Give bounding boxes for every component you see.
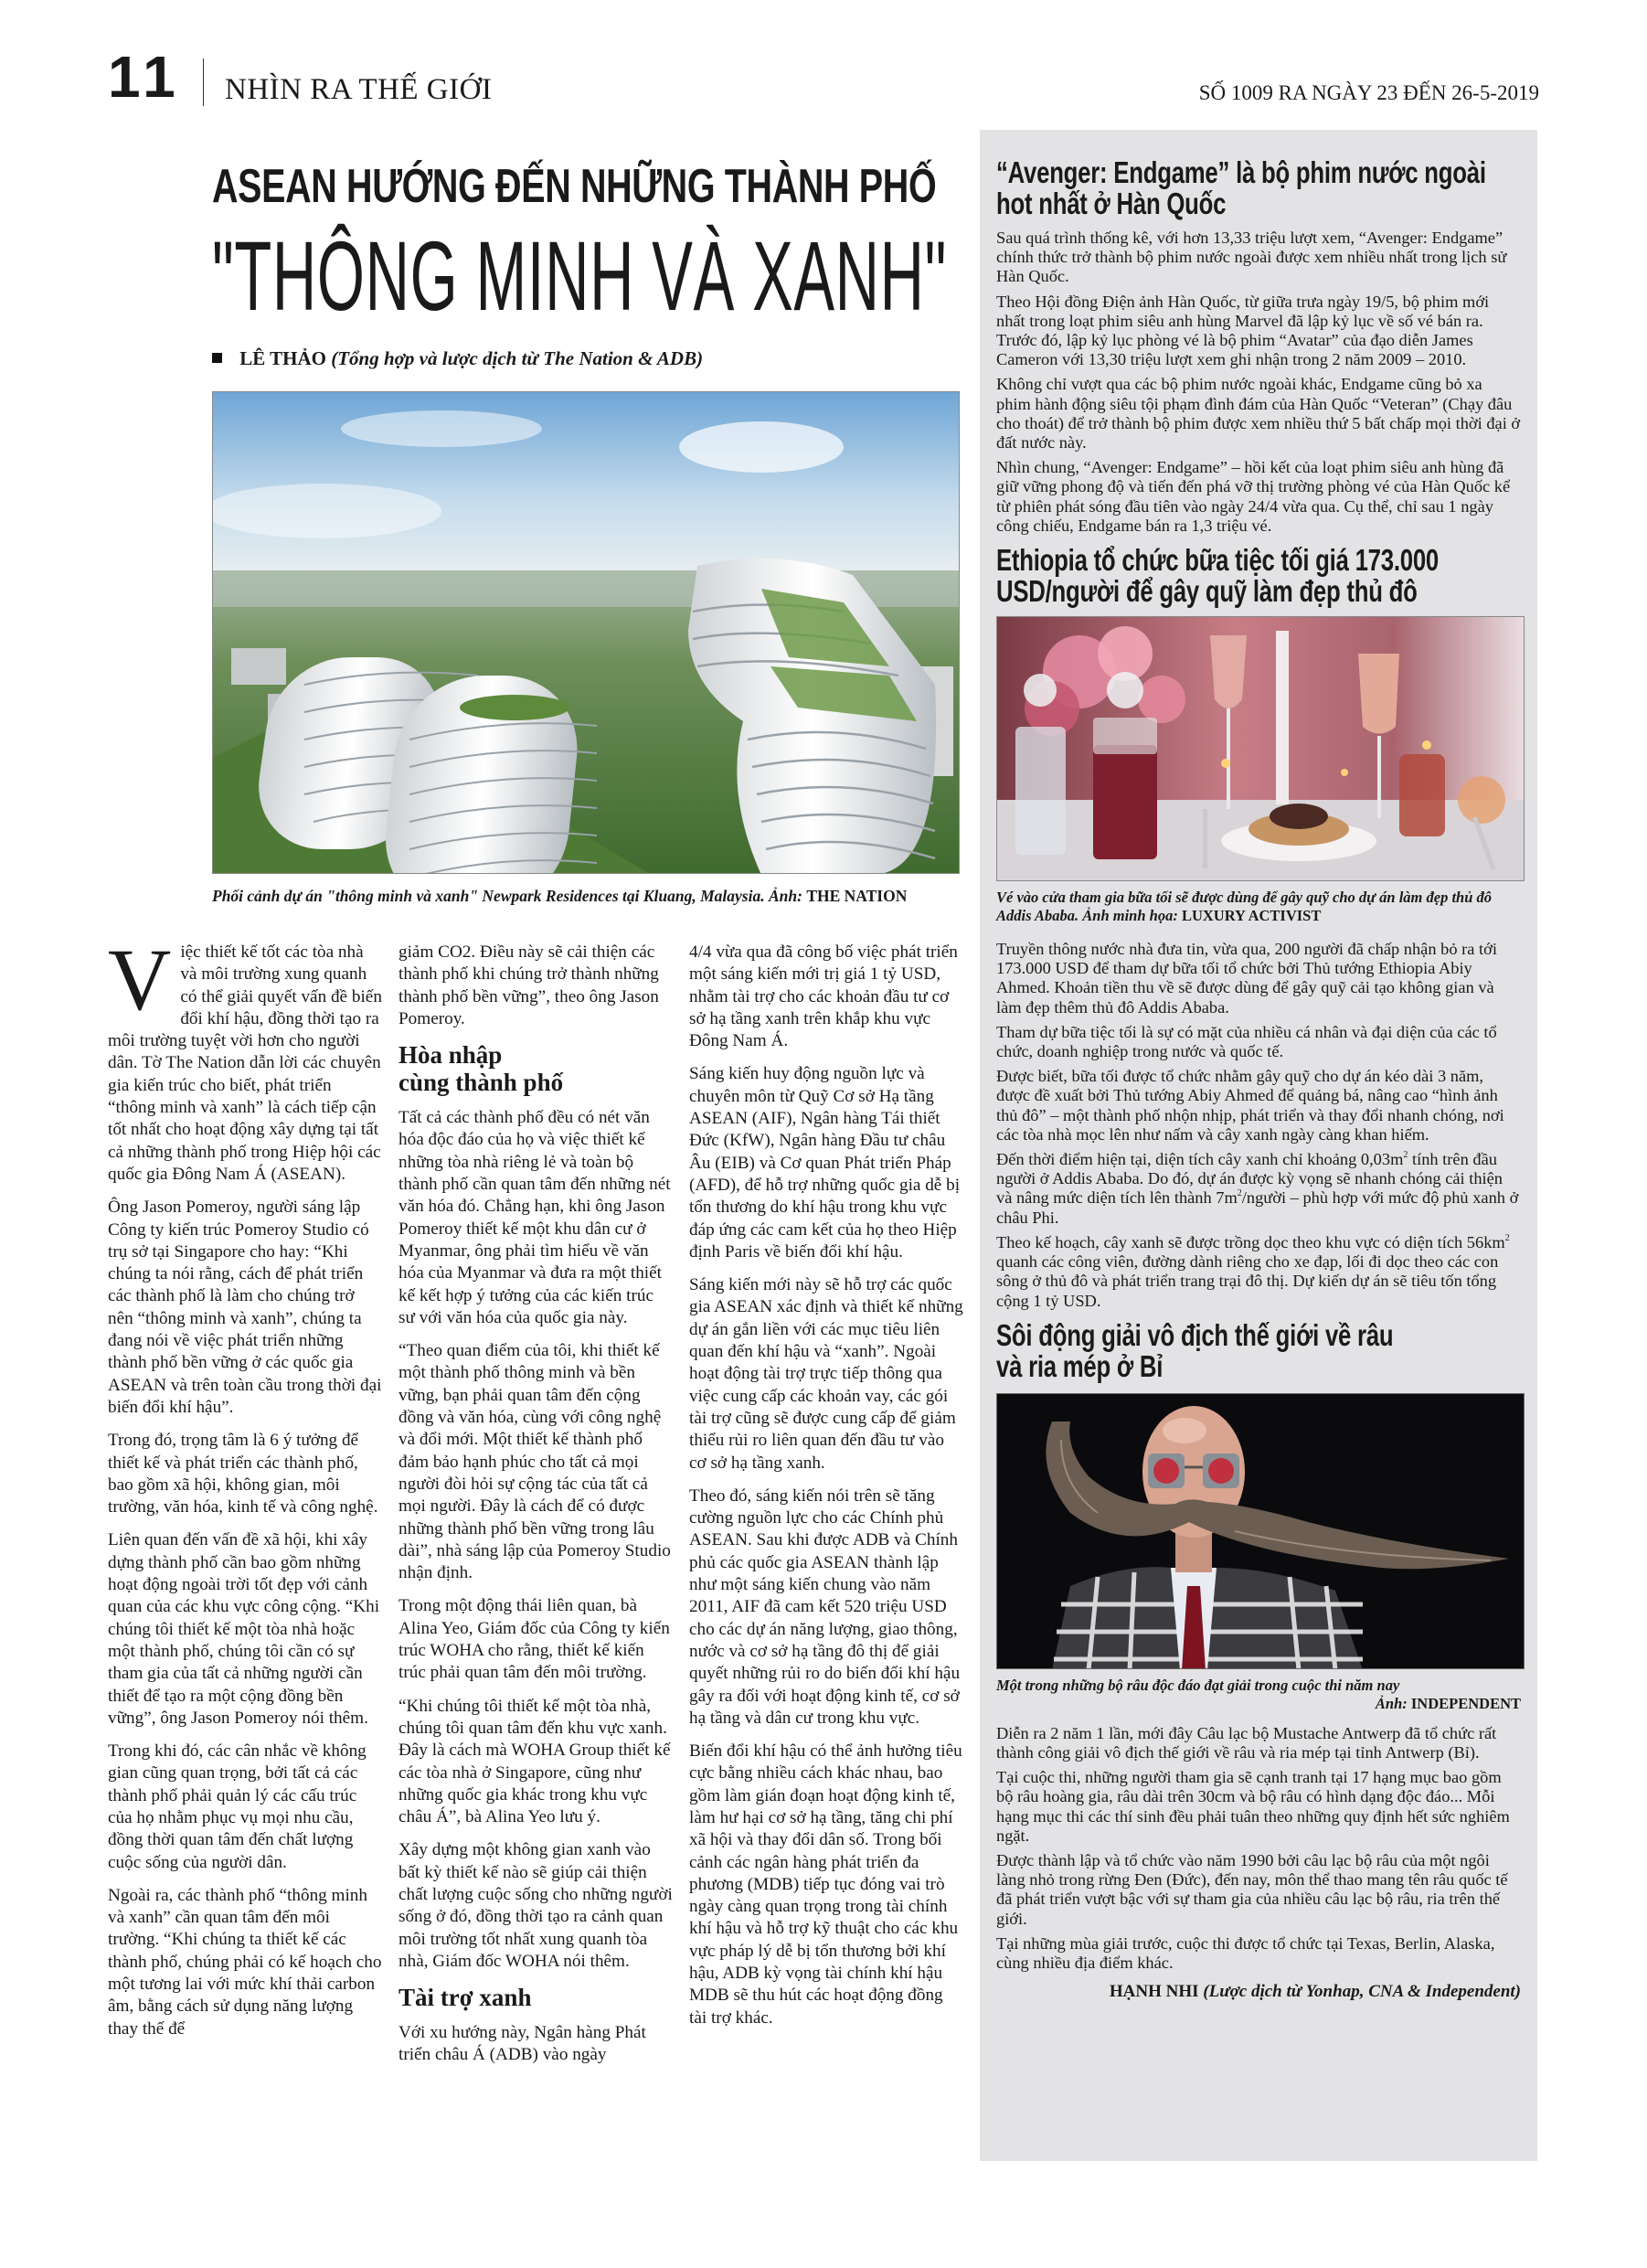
news-sidebar bbox=[980, 130, 1537, 2161]
title-line: và ria mép ở Bỉ bbox=[996, 1348, 1164, 1383]
caption-credit: INDEPENDENT bbox=[1410, 1694, 1521, 1712]
article-paragraph: Theo đó, sáng kiến nói trên sẽ tăng cường nguồn lực cho các Chính phủ ASEAN. Sau khi được ADB và Chính phủ các quốc gia ASEAN thành lập như một sáng kiến chung vào năm 2011, AIF đã cam kết 520 triệu USD cho các dự án năng lượng, giao thông, nước và cơ sở hạ tầng đô thị để giải quyết những rủi ro do biến đổi khí hậu gây ra đối với hoạt động kinh tế, cơ sở hạ tầng và dân cư trong khu vực. bbox=[689, 1485, 961, 1728]
photo-dinner-table bbox=[996, 616, 1525, 881]
story-paragraph: Theo Hội đồng Điện ảnh Hàn Quốc, từ giữa trưa ngày 19/5, bộ phim mới nhất trong loạt phim siêu anh hùng Marvel đã lập kỷ lục về số vé bán ra. Trước đó, lập kỷ lục phòng vé là bộ phim “Avatar” của đạo diễn James Cameron với 13,30 triệu lượt xem ghi nhận trong 2 năm 2009 – 2010. bbox=[996, 292, 1490, 369]
caption-credit-line bbox=[996, 1695, 1521, 1713]
sidebar-story-avengers bbox=[996, 130, 1521, 536]
section-name: NHÌN RA THẾ GIỚI bbox=[225, 73, 493, 106]
story-paragraph: Được thành lập và tổ chức vào năm 1990 bởi câu lạc bộ râu của một ngôi làng nhỏ trong rừng Đen (Đức), đến nay, môn thể thao mang tên râu quốc tế đã phát triển vượt bậc với sự tham gia của nhiều câu lạc bộ râu, ria trên thế giới. bbox=[996, 1850, 1508, 1928]
article-paragraph: Trong khi đó, các cân nhắc về không gian cũng quan trọng, bởi tất cả các thành phố phải quản lý các cấu trúc của họ nhằm phục vụ mọi nhu cầu, đồng thời quan tâm đến chất lượng cuộc sống của người dân. bbox=[108, 1741, 367, 1872]
story-paragraph: Nhìn chung, “Avenger: Endgame” – hồi kết của loạt phim siêu anh hùng đã giữ vững phong độ và tiến đến phá vỡ thị trường phòng vé của Hàn Quốc kể từ phiên phát sóng đầu tiên vào ngày 24/4 vừa qua. Cụ thể, chỉ sau 1 ngày công chiếu, Endgame bán ra 1,3 triệu vé. bbox=[996, 458, 1511, 535]
superscript: 2 bbox=[1237, 1188, 1242, 1199]
article-column-3 bbox=[689, 942, 963, 2040]
article-paragraph: 4/4 vừa qua đã công bố việc phát triển một sáng kiến mới trị giá 1 tỷ USD, nhằm tài trợ cho các khoản đầu tư cơ sở hạ tầng xanh trên khắp khu vực Đông Nam Á. bbox=[689, 942, 958, 1051]
headline-kicker: ASEAN HƯỚNG ĐẾN NHỮNG THÀNH PHỐ bbox=[212, 160, 937, 213]
superscript: 2 bbox=[1403, 1150, 1408, 1161]
subheading-tai-tro-xanh: Tài trợ xanh bbox=[398, 1984, 532, 2012]
photo-mustache-contestant bbox=[996, 1393, 1525, 1669]
story-body bbox=[996, 940, 1521, 1311]
text-part: Đến thời điểm hiện tại, diện tích cây xanh chỉ khoảng 0,03m bbox=[996, 1150, 1404, 1169]
article-paragraph bbox=[108, 931, 382, 1186]
story-paragraph: Diễn ra 2 năm 1 lần, mới đây Câu lạc bộ Mustache Antwerp đã tổ chức rất thành công giải vô địch thế giới về râu và ria mép tại tỉnh Antwerp (Bỉ). bbox=[996, 1723, 1497, 1762]
page-number: 11 bbox=[108, 44, 181, 110]
article-column-1 bbox=[108, 931, 382, 2051]
article-column-2 bbox=[398, 942, 673, 2078]
caption-text: Một trong những bộ râu độc đáo đạt giải trong cuộc thi năm nay bbox=[996, 1676, 1400, 1694]
story-paragraph: Tại cuộc thi, những người tham gia sẽ cạnh tranh tại 17 hạng mục bao gồm bộ râu hoàng gia, râu dài trên 30cm và bộ râu có hình dạng độc đáo... Mỗi hạng mục thi các thí sinh đều phải tuân theo những quy định hết sức nghiêm ngặt. bbox=[996, 1768, 1510, 1845]
paragraph-text: iệc thiết kế tốt các tòa nhà và môi trường xung quanh có thể giải quyết vấn đề biến đổi khí hậu, đồng thời tạo ra môi trường tuyệt vời hơn cho người dân. Tờ The Nation dẫn lời các chuyên gia kiến trúc cho biết, phát triển “thông minh và xanh” là cách tiếp cận tốt nhất cho hoạt động xây dựng tại tất cả những thành phố trong Hiệp hội các quốc gia Đông Nam Á (ASEAN). bbox=[108, 942, 382, 1184]
story-title: Ethiopia tổ chức bữa tiệc tối giá 173.000 USD/người để gây quỹ làm đẹp thủ đô bbox=[996, 543, 1440, 609]
sidebar-story-beard-championship bbox=[996, 1317, 1521, 2002]
article-paragraph: Trong một động thái liên quan, bà Alina Yeo, Giám đốc của Công ty kiến trúc WOHA cho rằng, thiết kế kiến trúc phải quan tâm đến môi trường. bbox=[398, 1596, 670, 1683]
header-divider bbox=[203, 59, 204, 106]
byline-bullet-icon bbox=[212, 353, 222, 363]
caption-credit: LUXURY ACTIVIST bbox=[1181, 907, 1322, 925]
story-paragraph bbox=[996, 1233, 1521, 1311]
caption-credit: THE NATION bbox=[806, 887, 908, 905]
sidebar-author bbox=[996, 1982, 1521, 2002]
story-paragraph: Không chỉ vượt qua các bộ phim nước ngoài khác, Endgame cũng bỏ xa phim hành động siêu tội phạm đình đám của Hàn Quốc “Veteran” (Chạy đâu cho thoát) để trở thành bộ phim được xem nhiều thứ 5 bất chấp mọi thời đại ở đất nước này. bbox=[996, 375, 1521, 453]
issue-info: SỐ 1009 RA NGÀY 23 ĐẾN 26-5-2019 bbox=[1198, 81, 1539, 104]
byline bbox=[212, 347, 703, 370]
story-title bbox=[996, 1317, 1520, 1383]
main-photo-caption bbox=[212, 887, 960, 906]
subheading-line: cùng thành phố bbox=[398, 1069, 564, 1097]
photo-caption bbox=[996, 889, 1521, 925]
article-paragraph: Sáng kiến mới này sẽ hỗ trợ các quốc gia ASEAN xác định và thiết kế những dự án gắn liền với các mục tiêu liên quan đến khí hậu và “xanh”. Ngoài hoạt động tài trợ trực tiếp thông qua việc cung cấp các khoản vay, các gói tài trợ cũng sẽ được cung cấp để giảm thiểu rủi ro liên quan đến đầu tư vào cơ sở hạ tầng xanh. bbox=[689, 1275, 963, 1473]
article-paragraph: Tất cả các thành phố đều có nét văn hóa độc đáo của họ và việc thiết kế những tòa nhà riêng lẻ và toàn bộ thành phố cần quan tâm đến những nét văn hóa đó. Chẳng hạn, khi ông Jason Pomeroy thiết kế một khu dân cư ở Myanmar, ông phải tìm hiểu về văn hóa của Myanmar và đưa ra một thiết kế kết hợp ý tưởng của các kiến trúc sư với văn hóa của quốc gia này. bbox=[398, 1108, 671, 1327]
story-paragraph: Sau quá trình thống kê, với hơn 13,33 triệu lượt xem, “Avenger: Endgame” chính thức trở thành bộ phim nước ngoài được xem nhiều nhất trong lịch sử Hàn Quốc. bbox=[996, 229, 1507, 286]
story-body bbox=[996, 1724, 1521, 1973]
article-paragraph: Liên quan đến vấn đề xã hội, khi xây dựng thành phố cần bao gồm những hoạt động ngoài trời tốt đẹp với cảnh quan của các khu vực công cộng. “Khi chúng tôi thiết kế một tòa nhà hoặc một thành phố, chúng tôi cần có sự tham gia của tất cả những người cần thiết để tạo ra một cộng đồng bền vững”, ông Jason Pomeroy nói thêm. bbox=[108, 1530, 380, 1728]
story-paragraph: Truyền thông nước nhà đưa tin, vừa qua, 200 người đã chấp nhận bỏ ra tới 173.000 USD để tham dự bữa tối tổ chức bởi Thủ tướng Ethiopia Abiy Ahmed. Khoản tiền thu về sẽ được dùng để gây quỹ cải tạo không gian và làm đẹp thêm thủ đô Addis Ababa. bbox=[996, 940, 1497, 1017]
byline-source: (Tổng hợp và lược dịch từ The Nation & ADB) bbox=[331, 347, 704, 369]
dropcap: V bbox=[108, 931, 172, 1028]
article-paragraph: Ông Jason Pomeroy, người sáng lập Công ty kiến trúc Pomeroy Studio có trụ sở tại Singapore cho hay: “Khi chúng ta nói rằng, cách để phát triển các thành phố là làm cho chúng trở nên “thông minh và xanh”, chúng ta đang nói về việc phát triển những thành phố bền vững ở các quốc gia ASEAN và trên toàn cầu trong thời đại biến đổi khí hậu”. bbox=[108, 1198, 382, 1417]
text-part: quanh các công viên, đường dành riêng cho xe đạp, lối đi dọc theo các con sông ở thủ đô và phát triển trang trại đô thị. Dự kiến dự án sẽ tiêu tốn tổng cộng 1 tỷ USD. bbox=[996, 1252, 1499, 1310]
superscript: 2 bbox=[1504, 1232, 1510, 1243]
article-paragraph: “Khi chúng tôi thiết kế một tòa nhà, chúng tôi quan tâm đến khu vực xanh. Đây là cách mà WOHA Group thiết kế các tòa nhà ở Singapore, cũng như những quốc gia khác trong khu vực châu Á”, bà Alina Yeo lưu ý. bbox=[398, 1696, 671, 1827]
article-paragraph: Xây dựng một không gian xanh vào bất kỳ thiết kế nào sẽ giúp cải thiện chất lượng cuộc sống cho những người sống ở đó, đồng thời tạo ra cảnh quan môi trường tốt nhất xung quanh tòa nhà, Giám đốc WOHA nói thêm. bbox=[398, 1840, 673, 1971]
article-paragraph: Trong đó, trọng tâm là 6 ý tưởng để thiết kế và phát triển các thành phố, bao gồm xã hội, không gian, môi trường, văn hóa, kinh tế và công nghệ. bbox=[108, 1431, 378, 1517]
article-paragraph: giảm CO2. Điều này sẽ cải thiện các thành phố khi chúng trở thành những thành phố bền vững”, theo ông Jason Pomeroy. bbox=[398, 942, 659, 1028]
photo-caption bbox=[996, 1677, 1521, 1713]
article-paragraph: Ngoài ra, các thành phố “thông minh và xanh” cần quan tâm đến môi trường. “Khi chúng ta thiết kế các thành phố, chúng phải có kế hoạch cho một tương lai với mức khí thải carbon âm, bằng cách sử dụng năng lượng thay thế để bbox=[108, 1885, 382, 2039]
text-part: Theo kế hoạch, cây xanh sẽ được trồng dọc theo khu vực có diện tích 56km bbox=[996, 1232, 1505, 1251]
subheading-hoa-nhap bbox=[398, 1041, 673, 1096]
caption-text: Phối cảnh dự án "thông minh và xanh" Newpark Residences tại Kluang, Malaysia. Ảnh: bbox=[212, 887, 807, 905]
title-line: Sôi động giải vô địch thế giới về râu bbox=[996, 1317, 1394, 1352]
article-paragraph: Biến đổi khí hậu có thể ảnh hưởng tiêu cực bằng nhiều cách khác nhau, bao gồm làm gián đoạn hoạt động kinh tế, làm hư hại cơ sở hạ tầng, tăng chi phí xã hội và thay đổi dân số. Trong bối cảnh các ngân hàng phát triển đa phương (MDB) tiếp tục đóng vai trò ngày càng quan trọng trong tài chính khí hậu và hỗ trợ kỹ thuật cho các khu vực pháp lý dễ bị tổn thương bởi khí hậu, ADB kỳ vọng tài chính khí hậu MDB sẽ thu hút các hoạt động đồng tài trợ khác. bbox=[689, 1741, 962, 2028]
story-title: “Avenger: Endgame” là bộ phim nước ngoài hot nhất ở Hàn Quốc bbox=[996, 155, 1486, 220]
text-part: tính trên đầu người ở Addis Ababa. Do đó, dự án được kỳ vọng sẽ nhanh chóng cải thiện và nâng mức diện tích lên thành 7m bbox=[996, 1150, 1504, 1208]
sidebar-story-ethiopia bbox=[996, 545, 1521, 1311]
story-body bbox=[996, 229, 1521, 536]
story-paragraph: Tham dự bữa tiệc tối là sự có mặt của nhiều cá nhân và đại diện của các tổ chức, doanh nghiệp trong nước và quốc tế. bbox=[996, 1022, 1497, 1061]
author-name: HẠNH NHI bbox=[1109, 1982, 1199, 2002]
article-paragraph: “Theo quan điểm của tôi, khi thiết kế một thành phố thông minh và bền vững, bạn phải quan tâm đến cộng đồng và văn hóa, cùng với công nghệ và đổi mới. Một thiết kế thành phố đảm bảo hạnh phúc cho tất cả mọi người đòi hỏi sự cộng tác của tất cả mọi người. Đây là cách để có được những thành phố bền vững trong lâu dài”, nhà sáng lập của Pomeroy Studio nhận định. bbox=[398, 1341, 671, 1583]
story-paragraph: Được biết, bữa tối được tổ chức nhằm gây quỹ cho dự án kéo dài 3 năm, được đề xuất bởi Thủ tướng Abiy Ahmed để quảng bá, nâng cao “hình ảnh thủ đô” – một thành phố nhộn nhịp, phát triển và thay đổi nhanh chóng, nơi các tòa nhà mọc lên như nấm và cây xanh ngày càng khan hiếm. bbox=[996, 1067, 1504, 1144]
caption-credit-label: Ảnh: bbox=[1375, 1694, 1411, 1712]
story-paragraph bbox=[996, 1150, 1521, 1228]
headline: "THÔNG MINH VÀ XANH" bbox=[212, 220, 947, 331]
article-paragraph: Với xu hướng này, Ngân hàng Phát triển châu Á (ADB) vào ngày bbox=[398, 2023, 646, 2065]
byline-author: LÊ THẢO bbox=[239, 347, 326, 369]
caption-text: Vé vào cửa tham gia bữa tối sẽ được dùng để gây quỹ cho dự án làm đẹp thủ đô Addis Ababa. Ảnh minh họa: bbox=[996, 889, 1493, 925]
main-photo-newpark-residences bbox=[212, 391, 960, 874]
subheading-line: Hòa nhập bbox=[398, 1041, 503, 1070]
article-paragraph: Sáng kiến huy động nguồn lực và chuyên môn từ Quỹ Cơ sở Hạ tầng ASEAN (AIF), Ngân hàng Tái thiết Đức (KfW), Ngân hàng Đầu tư châu Âu (EIB) và Cơ quan Phát triển Pháp (AFD), để hỗ trợ những quốc gia dễ bị tổn thương do khí hậu trong khu vực đáp ứng các cam kết của họ theo Hiệp định Paris về biến đổi khí hậu. bbox=[689, 1064, 961, 1262]
text-part: /người – phù hợp với mức độ phủ xanh ở châu Phi. bbox=[996, 1188, 1519, 1227]
story-paragraph: Tại những mùa giải trước, cuộc thi được tổ chức tại Texas, Berlin, Alaska, cùng nhiều địa điểm khác. bbox=[996, 1933, 1495, 1972]
author-source: (Lược dịch từ Yonhap, CNA & Independent) bbox=[1203, 1982, 1521, 2002]
